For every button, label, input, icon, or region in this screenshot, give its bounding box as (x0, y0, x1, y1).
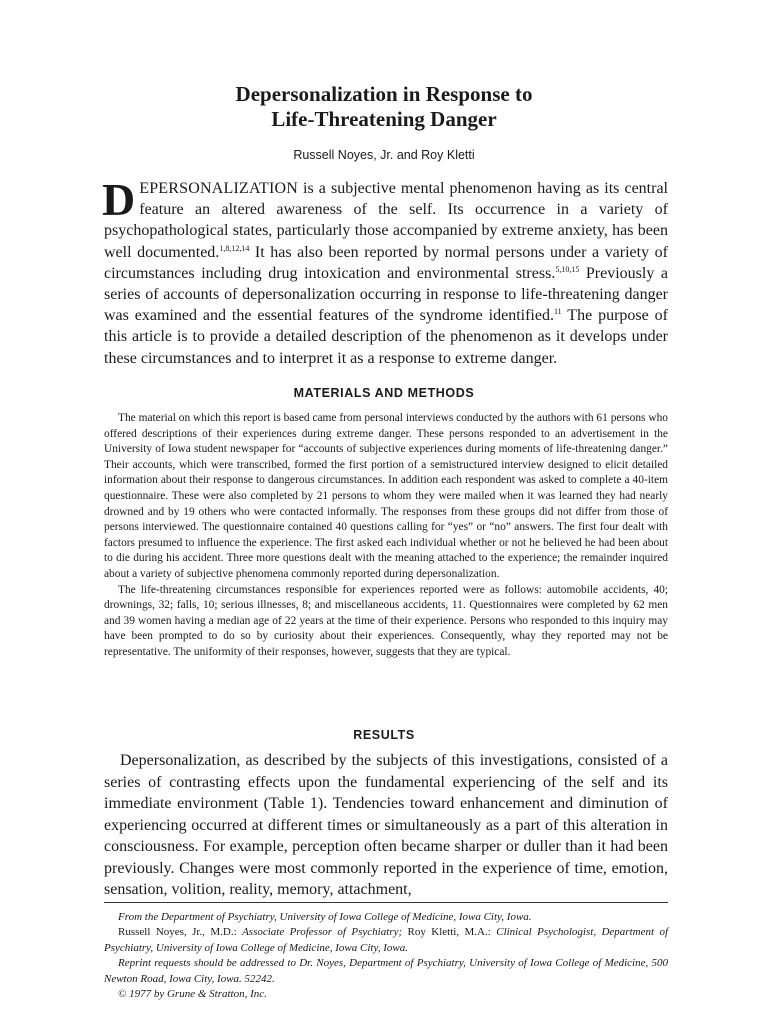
footnote-copyright: © 1977 by Grune & Stratton, Inc. (118, 988, 267, 1001)
citation-ref: 5,10,15 (555, 264, 580, 274)
section-heading-methods: MATERIALS AND METHODS (293, 386, 475, 400)
intro-text-c: Previously a series of accounts of depersonalization occurring in response to life-threatening danger was examined and the essential features of the syndrome identified. (104, 264, 668, 325)
intro-text-b: It has also been reported by normal persons under a variety of circumstances including drug intoxication and environmental stress. (104, 243, 668, 282)
drop-cap: D (102, 174, 136, 225)
results-paragraph: Depersonalization, as described by the subjects of this investigations, consisted of a series of contrasting effects upon the fundamental experiencing of the self and its immediate environment (Table 1). Tendencies toward enhancement and diminution of experiencing occurred at different times or simultaneously as a part of this alteration in consciousness. For example, perception often became sharper or duller than it had been previously. Changes were most commonly reported in the experience of time, emotion, sensation, volition, reality, memory, attachment, (104, 752, 668, 898)
intro-lead-word: EPERSONALIZATION (139, 180, 298, 197)
intro-text-a: is a subjective mental phenomenon having as its central feature an altered awareness of the self. Its occurrence in a variety of psychopathological states, particularly those accompanied by extreme anxiety, has been well documented. (104, 180, 668, 261)
footnotes (104, 910, 668, 1002)
title-line-2: Life-Threatening Danger (271, 107, 497, 131)
intro-paragraph (102, 174, 668, 369)
author-line: Russell Noyes, Jr. and Roy Kletti (293, 148, 475, 162)
methods-paragraph-2: The life-threatening circumstances responsible for experiences reported were as follows: automobile accidents, 40; drownings, 32; falls, 10; serious illnesses, 8; and miscellaneous accidents, 11. Questionnaires were completed by 62 men and 39 women having a median age of 22 years at the time of their experience. Persons who responded to this inquiry may have been prompted to do so by curiosity about their experiences. Consequently, whay they reported may not be representative. The uniformity of their responses, however, suggests that they are typical. (104, 583, 668, 658)
citation-ref: 11 (553, 307, 562, 317)
section-heading-results: RESULTS (353, 728, 415, 742)
footnote-reprint: Reprint requests should be addressed to Dr. Noyes, Department of Psychiatry, University of Iowa College of Medicine, 500 Newton Road, Iowa City, Iowa. 52242. (104, 957, 668, 985)
article-title (0, 82, 768, 132)
intro-text-d: The purpose of this article is to provide a detailed description of the phenomenon as it develops under these circumstances and to interpret it as a response to extreme danger. (104, 307, 668, 367)
footnote-authors: Russell Noyes, Jr., M.D.: Associate Professor of Psychiatry; Roy Kletti, M.A.: Clinical Psychologist, Department of Psychiatry, University of Iowa College of Medicine, Iowa City, Iowa. (104, 926, 669, 954)
footnote-divider (104, 902, 668, 903)
methods-section (104, 411, 668, 661)
title-line-1: Depersonalization in Response to (235, 82, 533, 106)
citation-ref: 1,8,12,14 (219, 243, 250, 253)
methods-paragraph-1: The material on which this report is based came from personal interviews conducted by the authors with 61 persons who offered descriptions of their experiences during extreme danger. These persons responded to an advertisement in the University of Iowa student newspaper for “accounts of subjective experiences during moments of life-threatening danger.” Their accounts, which were transcribed, formed the first portion of a semistructured interview designed to elicit detailed information about their response to dangerous circumstances. In addition each respondent was asked to complete a 40-item questionnaire. These were also completed by 21 persons to whom they were mailed when it was learned they had nearly drowned and by 19 others who were contacted informally. The responses from these groups did not differ from those of persons interviewed. The questionnaire contained 40 questions calling for “yes” or “no” answers. The first four dealt with factors presumed to influence the experience. The first asked each individual whether or not he believed he had been about to die during his accident. Three more questions dealt with the meaning attached to the experience; the remainder inquired about a variety of subjective phenomena commonly reported during depersonalization. (104, 412, 668, 580)
footnote-affiliation: From the Department of Psychiatry, University of Iowa College of Medicine, Iowa City, Iowa. (118, 911, 532, 923)
